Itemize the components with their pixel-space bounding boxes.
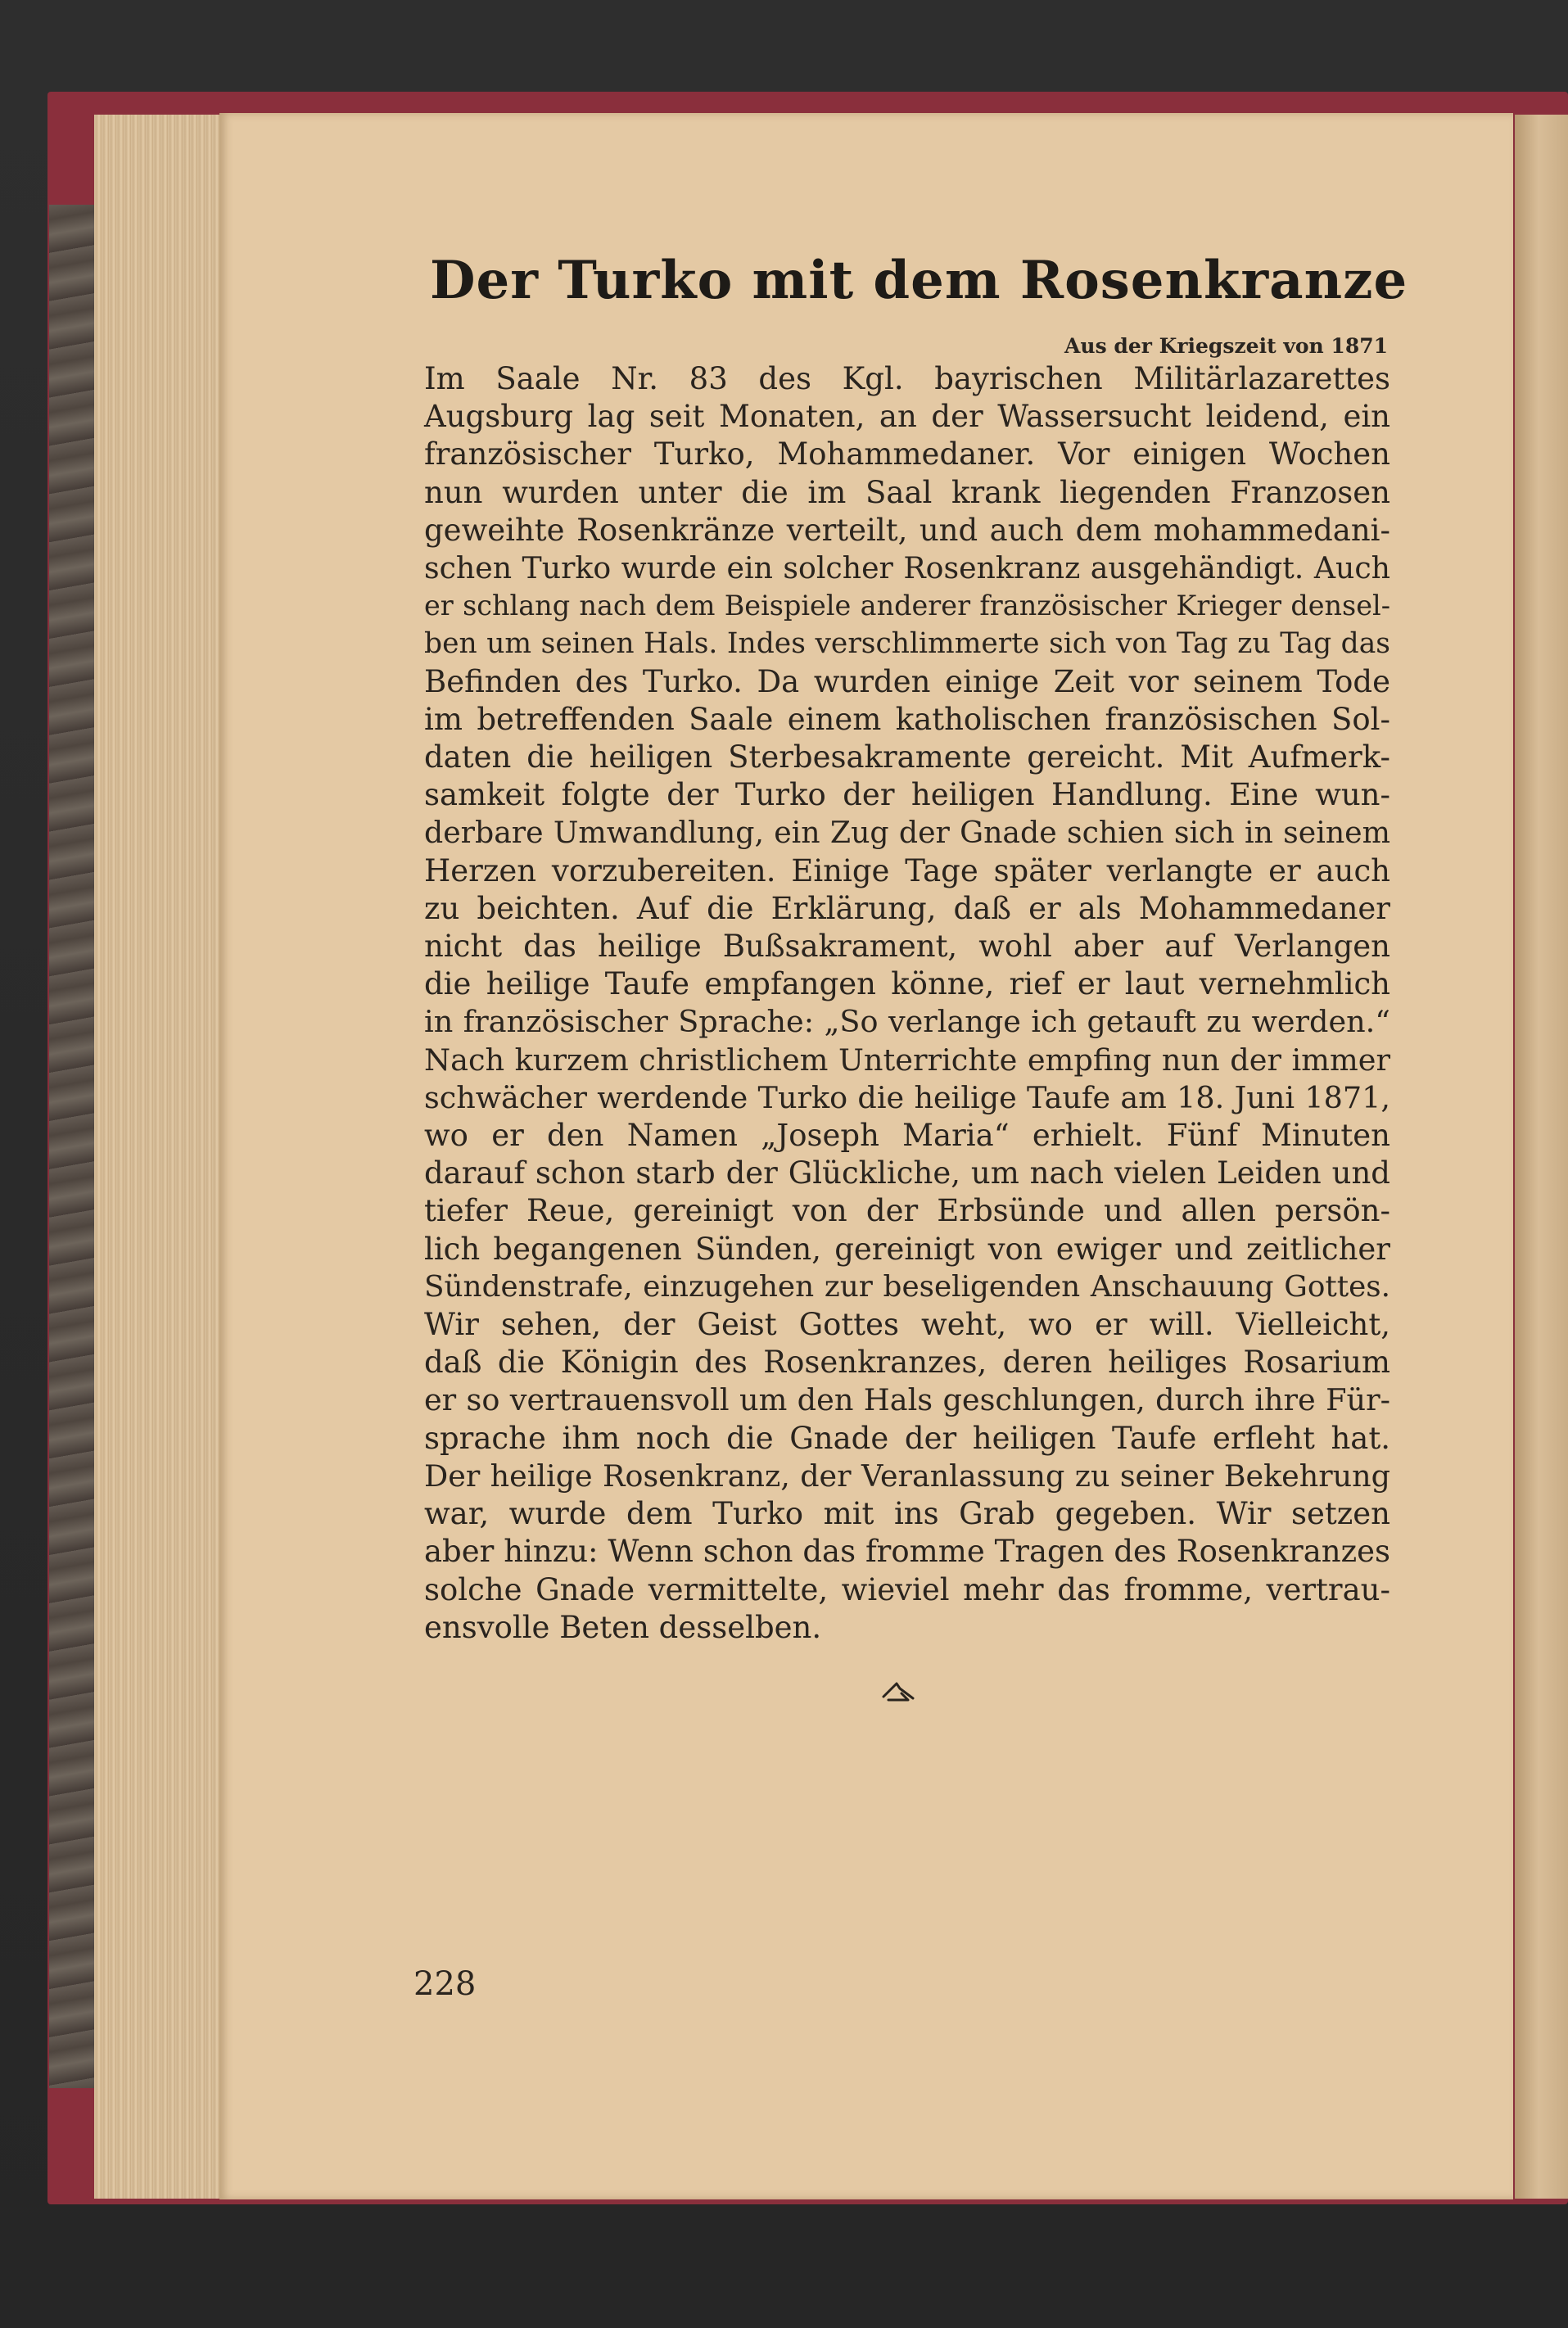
text-line: zu beichten. Auf die Erklärung, daß er als Mohammedaner xyxy=(424,890,1390,926)
text-line: französischer Turko, Mohammedaner. Vor einigen Wochen xyxy=(424,436,1390,472)
text-line: Nach kurzem christlichem Unterrichte empfing nun der immer xyxy=(424,1042,1390,1078)
text-line: aber hinzu: Wenn schon das fromme Tragen des Rosenkranzes xyxy=(424,1534,1390,1570)
article-subtitle: Aus der Kriegszeit von 1871 xyxy=(1064,334,1388,358)
text-line: Herzen vorzubereiten. Einige Tage später verlangte er auch xyxy=(424,852,1390,888)
text-line: er schlang nach dem Beispiele anderer französischer Krieger densel- xyxy=(424,590,1390,622)
text-line: daß die Königin des Rosenkranzes, deren heiliges Rosarium xyxy=(424,1345,1390,1381)
text-line: daten die heiligen Sterbesakramente gereicht. Mit Aufmerk- xyxy=(424,739,1390,775)
text-line: nicht das heilige Bußsakrament, wohl aber auf Verlangen xyxy=(424,929,1390,965)
facing-page-edge xyxy=(1515,115,1568,2199)
page-edges xyxy=(94,115,227,2199)
article-body xyxy=(424,360,1390,1647)
text-line: schwächer werdende Turko die heilige Taufe am 18. Juni 1871, xyxy=(424,1079,1390,1115)
text-line: die heilige Taufe empfangen könne, rief er laut vernehmlich xyxy=(424,966,1390,1002)
text-line: im betreffenden Saale einem katholischen französischen Sol- xyxy=(424,701,1390,737)
text-line: er so vertrauensvoll um den Hals geschlungen, durch ihre Für- xyxy=(424,1382,1390,1418)
text-line: darauf schon starb der Glückliche, um nach vielen Leiden und xyxy=(424,1155,1390,1191)
text-line: in französischer Sprache: „So verlange ich getauft zu werden.“ xyxy=(424,1004,1390,1040)
text-line: ensvolle Beten desselben. xyxy=(424,1609,822,1645)
text-line: Der heilige Rosenkranz, der Veranlassung zu seiner Bekehrung xyxy=(424,1458,1390,1494)
text-line: war, wurde dem Turko mit ins Grab gegeben. Wir setzen xyxy=(424,1496,1390,1532)
text-line: Wir sehen, der Geist Gottes weht, wo er will. Vielleicht, xyxy=(424,1307,1390,1343)
text-line: Sündenstrafe, einzugehen zur beseligenden Anschauung Gottes. xyxy=(424,1269,1390,1304)
text-line: derbare Umwandlung, ein Zug der Gnade schien sich in seinem xyxy=(424,815,1390,851)
text-line: nun wurden unter die im Saal krank liegenden Franzosen xyxy=(424,474,1390,510)
text-line: geweihte Rosenkränze verteilt, und auch dem mohammedani- xyxy=(424,512,1390,548)
text-line: solche Gnade vermittelte, wieviel mehr das fromme, vertrau- xyxy=(424,1571,1390,1607)
text-line: Im Saale Nr. 83 des Kgl. bayrischen Militärlazarettes xyxy=(424,361,1390,396)
text-line: sprache ihm noch die Gnade der heiligen Taufe erfleht hat. xyxy=(424,1420,1390,1456)
cover-marbling xyxy=(49,205,98,2088)
text-line: tiefer Reue, gereinigt von der Erbsünde und allen persön- xyxy=(424,1193,1390,1229)
text-line: wo er den Namen „Joseph Maria“ erhielt. Fünf Minuten xyxy=(424,1118,1390,1154)
text-line: samkeit folgte der Turko der heiligen Handlung. Eine wun- xyxy=(424,777,1390,813)
page-number: 228 xyxy=(413,1965,477,2003)
text-line: lich begangenen Sünden, gereinigt von ewiger und zeitlicher xyxy=(424,1231,1390,1267)
text-line: Befinden des Turko. Da wurden einige Zeit vor seinem Tode xyxy=(424,663,1390,699)
fleuron-ornament-icon xyxy=(880,1680,916,1705)
text-line: ben um seinen Hals. Indes verschlimmerte sich von Tag zu Tag das xyxy=(424,627,1390,661)
text-line: Augsburg lag seit Monaten, an der Wassersucht leidend, ein xyxy=(424,399,1390,435)
text-line: schen Turko wurde ein solcher Rosenkranz ausgehändigt. Auch xyxy=(424,550,1390,586)
article-title: Der Turko mit dem Rosenkranze xyxy=(430,250,1408,311)
